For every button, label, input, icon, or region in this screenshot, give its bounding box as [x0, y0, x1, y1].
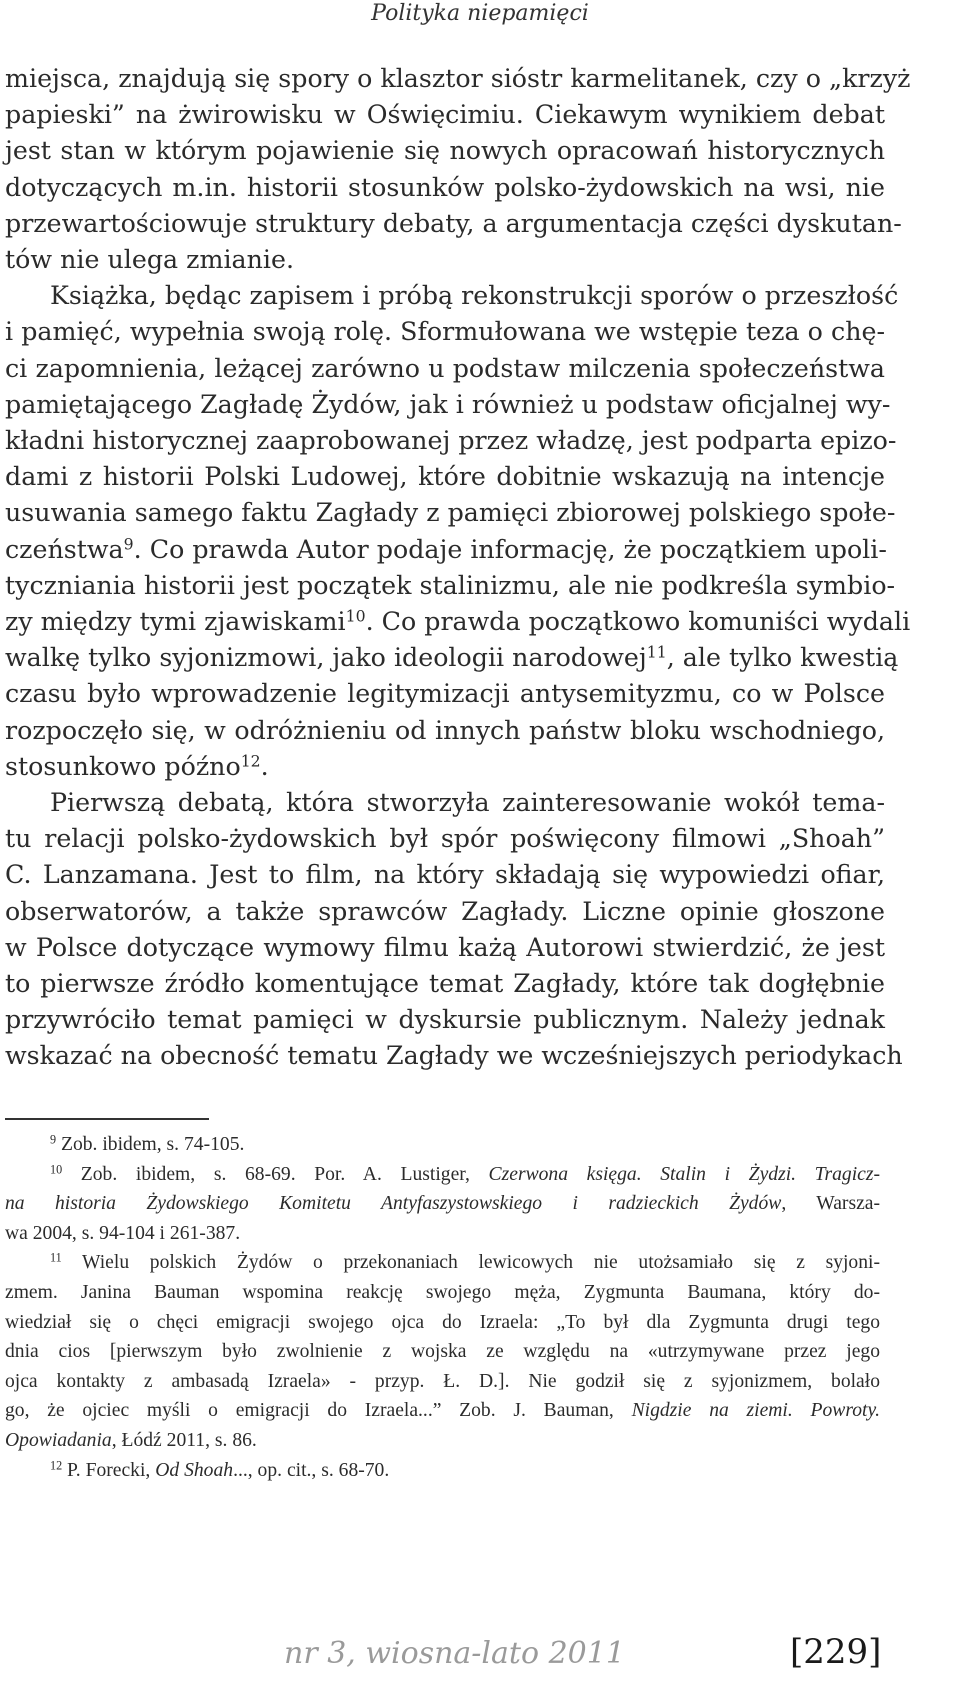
body-line: tów nie ulega zmianie. [5, 245, 295, 275]
footnote-9 [5, 1130, 880, 1160]
footnote-12 [5, 1456, 880, 1486]
footnote-number: 10 [50, 1161, 63, 1176]
body-line: ci zapomnienia, leżącej zarówno u podstaw milczenia społeczeństwa [5, 353, 885, 383]
footnote-11-line: dnia cios [pierwszym było zwolnienie z wojska ze względu na «utrzymywane przez jego [5, 1341, 880, 1363]
footnote-11-line [5, 1396, 880, 1426]
footnote-text: , Łódź 2011, s. 86. [111, 1429, 257, 1451]
footnote-number: 11 [50, 1250, 62, 1265]
body-line: C. Lanzamana. Jest to film, na który składają się wypowiedzi ofiar, [5, 860, 885, 890]
body-text-run: . Co prawda początkowo komuniści wydali [365, 607, 911, 637]
body-line: jest stan w którym pojawienie się nowych opracowań historycznych [5, 136, 885, 166]
footnote-text: P. Forecki, [67, 1459, 156, 1481]
body-line: Książka, będąc zapisem i próbą rekonstrukcji sporów o przeszłość [50, 281, 899, 311]
body-text-run: zy między tymi zjawiskami [5, 607, 346, 637]
footnote-text: go, że ojciec myśli o emigracji do Izraela...” Zob. J. Bauman, [5, 1400, 632, 1422]
body-line: czasu było wprowadzenie legitymizacji antysemityzmu, co w Polsce [5, 679, 885, 709]
footnote-10-line [5, 1189, 880, 1219]
body-text-run: walkę tylko syjonizmowi, jako ideologii narodowej [5, 643, 647, 673]
body-line: kładni historycznej zaaprobowanej przez władzę, jest podparta epizo- [5, 426, 897, 456]
body-line: tu relacji polsko-żydowskich był spór poświęcony filmowi „Shoah” [5, 824, 885, 854]
body-line: wskazać na obecność tematu Zagłady we wcześniejszych periodykach [5, 1041, 903, 1071]
footnote-ref-11[interactable]: 11 [646, 642, 667, 662]
body-line: miejsca, znajdują się spory o klasztor sióstr karmelitanek, czy o „krzyż [5, 64, 911, 93]
footnote-11 [5, 1248, 880, 1278]
body-line: dami z historii Polski Ludowej, które dobitnie wskazują na intencje [5, 462, 885, 492]
body-line: tyczniania historii jest początek stalinizmu, ale nie podkreśla symbio- [5, 570, 896, 600]
body-text [5, 61, 911, 1075]
footnote-text: Wielu polskich Żydów o przekonaniach lewicowych nie utożsamiało się z syjoni- [82, 1252, 880, 1274]
footnote-ref-9[interactable]: 9 [123, 534, 134, 554]
footnote-text: , Warsza- [781, 1193, 880, 1215]
body-line: przewartościowuje struktury debaty, a argumentacja części dyskutan- [5, 208, 902, 238]
body-line: obserwatorów, a także sprawców Zagłady. Liczne opinie głoszone [5, 896, 885, 926]
footer-issue-label: nr 3, wiosna-lato 2011 [284, 1636, 625, 1671]
body-text-run: . Co prawda Autor podaje informację, że początkiem upoli- [133, 534, 887, 564]
body-line: papieski” na żwirowisku w Oświęcimiu. Ciekawym wynikiem debat [5, 100, 885, 130]
footnote-10-line: wa 2004, s. 94-104 i 261-387. [5, 1222, 241, 1244]
body-text-run: , ale tylko kwestią [666, 643, 899, 673]
footnote-11-line: zmem. Janina Bauman wspomina reakcję swojego męża, Zygmunta Baumana, który do- [5, 1281, 880, 1303]
footnote-10 [5, 1160, 880, 1190]
footnote-text: Zob. ibidem, s. 74-105. [60, 1134, 245, 1155]
footnote-11-line [5, 1426, 880, 1456]
footnote-text: ..., op. cit., s. 68-70. [233, 1459, 390, 1481]
footnote-number: 9 [50, 1132, 57, 1147]
footnote-title: Nigdzie na ziemi. Powroty. [631, 1400, 881, 1422]
footnote-separator [5, 1118, 209, 1120]
body-line: pamiętającego Zagładę Żydów, jak i również u podstaw oficjalnej wy- [5, 389, 891, 419]
footnote-ref-12[interactable]: 12 [240, 751, 261, 771]
footnote-title: na historia Żydowskiego Komitetu Antyfaszystowskiego i radzieckich Żydów [5, 1193, 782, 1215]
body-text-run: . [260, 751, 269, 781]
page-number: [229] [790, 1632, 882, 1672]
body-line: Pierwszą debatą, która stworzyła zainteresowanie wokół tema- [50, 788, 885, 818]
body-text-run: stosunkowo późno [5, 751, 241, 781]
footnote-number: 12 [50, 1457, 63, 1472]
footnote-11-line: wiedział się o chęci emigracji swojego ojca do Izraela: „To był dla Zygmunta drugi tego [5, 1311, 880, 1333]
body-line: to pierwsze źródło komentujące temat Zagłady, które tak dogłębnie [5, 969, 885, 999]
body-line: dotyczących m.in. historii stosunków polsko-żydowskich na wsi, nie [5, 172, 885, 202]
body-line: i pamięć, wypełnia swoją rolę. Sformułowana we wstępie teza o chę- [5, 317, 885, 347]
footnote-title: Czerwona księga. Stalin i Żydzi. Tragicz- [488, 1163, 880, 1185]
footnote-title: Opowiadania [5, 1429, 112, 1451]
running-head: Polityka niepamięci [371, 1, 589, 26]
body-line: usuwania samego faktu Zagłady z pamięci zbiorowej polskiego społe- [5, 498, 896, 528]
body-line: rozpoczęło się, w odróżnieniu od innych państw bloku wschodniego, [5, 715, 885, 745]
body-line [5, 749, 885, 785]
body-text-run: czeństwa [5, 534, 124, 564]
body-line [5, 640, 899, 676]
footnote-title: Od Shoah [155, 1459, 234, 1481]
footnotes [5, 1130, 880, 1485]
body-line [5, 604, 911, 640]
body-line [5, 532, 885, 568]
body-line: w Polsce dotyczące wymowy filmu każą Autorowi stwierdzić, że jest [5, 932, 885, 962]
footnote-text: Zob. ibidem, s. 68-69. Por. A. Lustiger, [80, 1163, 489, 1185]
footnote-11-line: ojca kontakty z ambasadą Izraela» - przyp. Ł. D.]. Nie godził się z syjonizmem, bolało [5, 1370, 880, 1392]
footnote-ref-10[interactable]: 10 [345, 606, 366, 626]
body-line: przywróciło temat pamięci w dyskursie publicznym. Należy jednak [5, 1005, 885, 1035]
